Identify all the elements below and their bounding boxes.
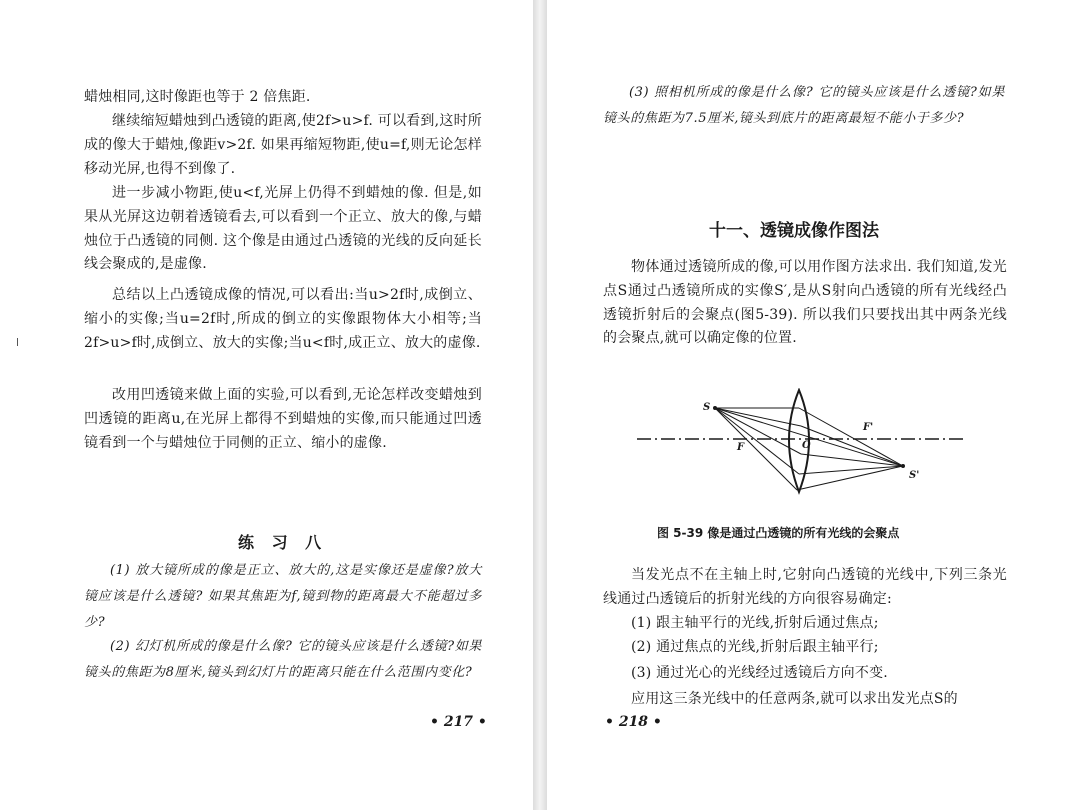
scan-mark bbox=[17, 338, 18, 346]
page-number: • 218 • bbox=[605, 714, 662, 730]
rule-item: (3) 通过光心的光线经过透镜后方向不变. bbox=[631, 665, 888, 681]
right-page bbox=[547, 0, 1080, 810]
section-title: 十一、透镜成像作图法 bbox=[709, 221, 879, 241]
lens-ray-diagram bbox=[637, 388, 967, 498]
exercise-item: (1) 放大镜所成的像是正立、放大的,这是实像还是虚像?放大镜应该是什么透镜? 如果其焦距为f,镜到物的距离最大不能超过多少? bbox=[84, 563, 482, 630]
image-point bbox=[901, 464, 905, 468]
paragraph: 进一步减小物距,使u<f,光屏上仍得不到蜡烛的像. 但是,如果从光屏这边朝着透镜看去,可以看到一个正立、放大的像,与蜡烛位于凸透镜的同侧. 这个像是由通过凸透镜的光线的反向延长线会聚成的,是虚像. bbox=[84, 185, 482, 273]
exercise-title: 练 习 八 bbox=[238, 533, 328, 552]
label-source: S bbox=[703, 402, 711, 413]
left-page bbox=[0, 0, 533, 810]
label-center: O bbox=[802, 440, 811, 451]
paragraph: 应用这三条光线中的任意两条,就可以求出发光点S的 bbox=[631, 691, 958, 707]
light-ray bbox=[715, 408, 801, 426]
figure-caption: 图 5-39 像是通过凸透镜的所有光线的会聚点 bbox=[657, 526, 900, 540]
source-point bbox=[713, 406, 717, 410]
exercise-item: (3) 照相机所成的像是什么像? 它的镜头应该是什么透镜?如果镜头的焦距为7.5厘米,镜头到底片的距离最短不能小于多少? bbox=[603, 85, 1005, 126]
paragraph: 当发光点不在主轴上时,它射向凸透镜的光线中,下列三条光线通过凸透镜后的折射光线的方向很容易确定: bbox=[603, 567, 1007, 607]
light-ray bbox=[715, 408, 799, 474]
paragraph: 物体通过透镜所成的像,可以用作图方法求出. 我们知道,发光点S通过凸透镜所成的实像S′,是从S射向凸透镜的所有光线经凸透镜折射后的会聚点(图5-39). 所以我们只要找出其中两条光线的会聚点,就可以确定像的位置. bbox=[603, 259, 1007, 347]
label-image: S' bbox=[909, 470, 920, 481]
rule-item: (2) 通过焦点的光线,折射后跟主轴平行; bbox=[631, 639, 879, 655]
rule-item: (1) 跟主轴平行的光线,折射后通过焦点; bbox=[631, 615, 879, 631]
exercise-item: (2) 幻灯机所成的像是什么像? 它的镜头应该是什么透镜?如果镜头的焦距为8厘米,镜头到幻灯片的距离只能在什么范围内变化? bbox=[84, 639, 482, 680]
label-focus-right: F' bbox=[863, 422, 874, 433]
light-ray bbox=[715, 408, 903, 466]
paragraph: 总结以上凸透镜成像的情况,可以看出:当u>2f时,成倒立、缩小的实像;当u=2f时,所成的倒立的实像跟物体大小相等;当2f>u>f时,成倒立、放大的实像;当u<f时,成正立、放大的虚像. bbox=[84, 287, 482, 351]
label-focus-left: F bbox=[737, 442, 745, 453]
page-number: • 217 • bbox=[430, 714, 487, 730]
light-ray bbox=[799, 408, 903, 466]
paragraph: 改用凹透镜来做上面的实验,可以看到,无论怎样改变蜡烛到凹透镜的距离u,在光屏上都得不到蜡烛的实像,而只能通过凹透镜看到一个与蜡烛位于同侧的正立、缩小的虚像. bbox=[84, 387, 482, 451]
paragraph: 蜡烛相同,这时像距也等于 2 倍焦距. bbox=[84, 89, 311, 105]
book-gutter bbox=[533, 0, 547, 810]
paragraph: 继续缩短蜡烛到凸透镜的距离,使2f>u>f. 可以看到,这时所成的像大于蜡烛,像距v>2f. 如果再缩短物距,使u=f,则无论怎样移动光屏,也得不到像了. bbox=[84, 113, 482, 177]
